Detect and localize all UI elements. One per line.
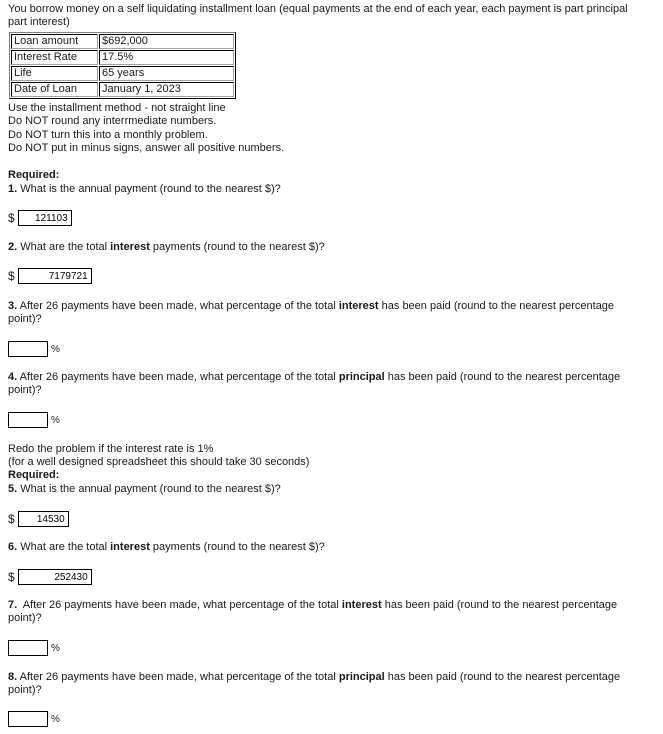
date-of-loan-value: January 1, 2023 xyxy=(99,82,234,97)
required-heading-2: Required: xyxy=(8,469,60,481)
life-label: Life xyxy=(11,66,98,81)
redo-line-2: (for a well designed spreadsheet this should take 30 seconds) xyxy=(8,456,310,468)
answer-6-group xyxy=(8,568,92,586)
table-row xyxy=(11,50,234,65)
problem-intro: You borrow money on a self liquidating installment loan (equal payments at the end of each year, each payment is part principal part interest) xyxy=(8,3,628,28)
interest-rate-value: 17.5% xyxy=(99,50,234,65)
question-3: 3. After 26 payments have been made, what percentage of the total interest has been paid (round to the nearest percentage point)? xyxy=(8,300,615,325)
percent-sign: % xyxy=(51,414,60,426)
loan-amount-label: Loan amount xyxy=(11,34,98,49)
redo-line-1: Redo the problem if the interest rate is 1% xyxy=(8,443,214,455)
loan-info-table xyxy=(9,32,236,99)
date-of-loan-label: Date of Loan xyxy=(11,82,98,97)
question-4: 4. After 26 payments have been made, what percentage of the total principal has been paid (round to the nearest percentage point)? xyxy=(8,371,621,396)
instruction-rounding: Do NOT round any interrmediate numbers. xyxy=(8,115,217,127)
question-8: 8. After 26 payments have been made, what percentage of the total principal has been paid (round to the nearest percentage point)? xyxy=(8,671,621,696)
answer-1-input[interactable] xyxy=(18,210,72,226)
answer-8-group xyxy=(8,710,60,728)
answer-6-input[interactable] xyxy=(18,569,92,585)
table-row xyxy=(11,82,234,97)
question-7: 7. After 26 payments have been made, what percentage of the total interest has been paid (round to the nearest percentage point)? xyxy=(8,599,618,624)
dollar-sign: $ xyxy=(8,269,15,283)
question-2: 2. What are the total interest payments (round to the nearest $)? xyxy=(8,241,325,253)
answer-5-group xyxy=(8,510,69,528)
percent-sign: % xyxy=(51,343,60,355)
question-1: 1. What is the annual payment (round to the nearest $)? xyxy=(8,183,281,195)
interest-rate-label: Interest Rate xyxy=(11,50,98,65)
loan-amount-value: $692,000 xyxy=(99,34,234,49)
required-heading: Required: xyxy=(8,169,60,181)
answer-1-group xyxy=(8,209,72,227)
instruction-signs: Do NOT put in minus signs, answer all positive numbers. xyxy=(8,142,285,154)
question-6: 6. What are the total interest payments (round to the nearest $)? xyxy=(8,541,325,553)
answer-7-group xyxy=(8,639,60,657)
answer-5-input[interactable] xyxy=(18,511,69,527)
answer-3-input[interactable] xyxy=(8,341,48,357)
question-5: 5. What is the annual payment (round to the nearest $)? xyxy=(8,483,281,495)
answer-7-input[interactable] xyxy=(8,640,48,656)
table-row xyxy=(11,66,234,81)
percent-sign: % xyxy=(51,713,60,725)
answer-4-group xyxy=(8,411,60,429)
answer-8-input[interactable] xyxy=(8,711,48,727)
dollar-sign: $ xyxy=(8,570,15,584)
answer-4-input[interactable] xyxy=(8,412,48,428)
answer-2-group xyxy=(8,267,92,285)
dollar-sign: $ xyxy=(8,211,15,225)
answer-2-input[interactable] xyxy=(18,268,92,284)
percent-sign: % xyxy=(51,642,60,654)
life-value: 65 years xyxy=(99,66,234,81)
instruction-method: Use the installment method - not straight line xyxy=(8,102,226,114)
table-row xyxy=(11,34,234,49)
answer-3-group xyxy=(8,340,60,358)
instruction-monthly: Do NOT turn this into a monthly problem. xyxy=(8,129,208,141)
dollar-sign: $ xyxy=(8,512,15,526)
